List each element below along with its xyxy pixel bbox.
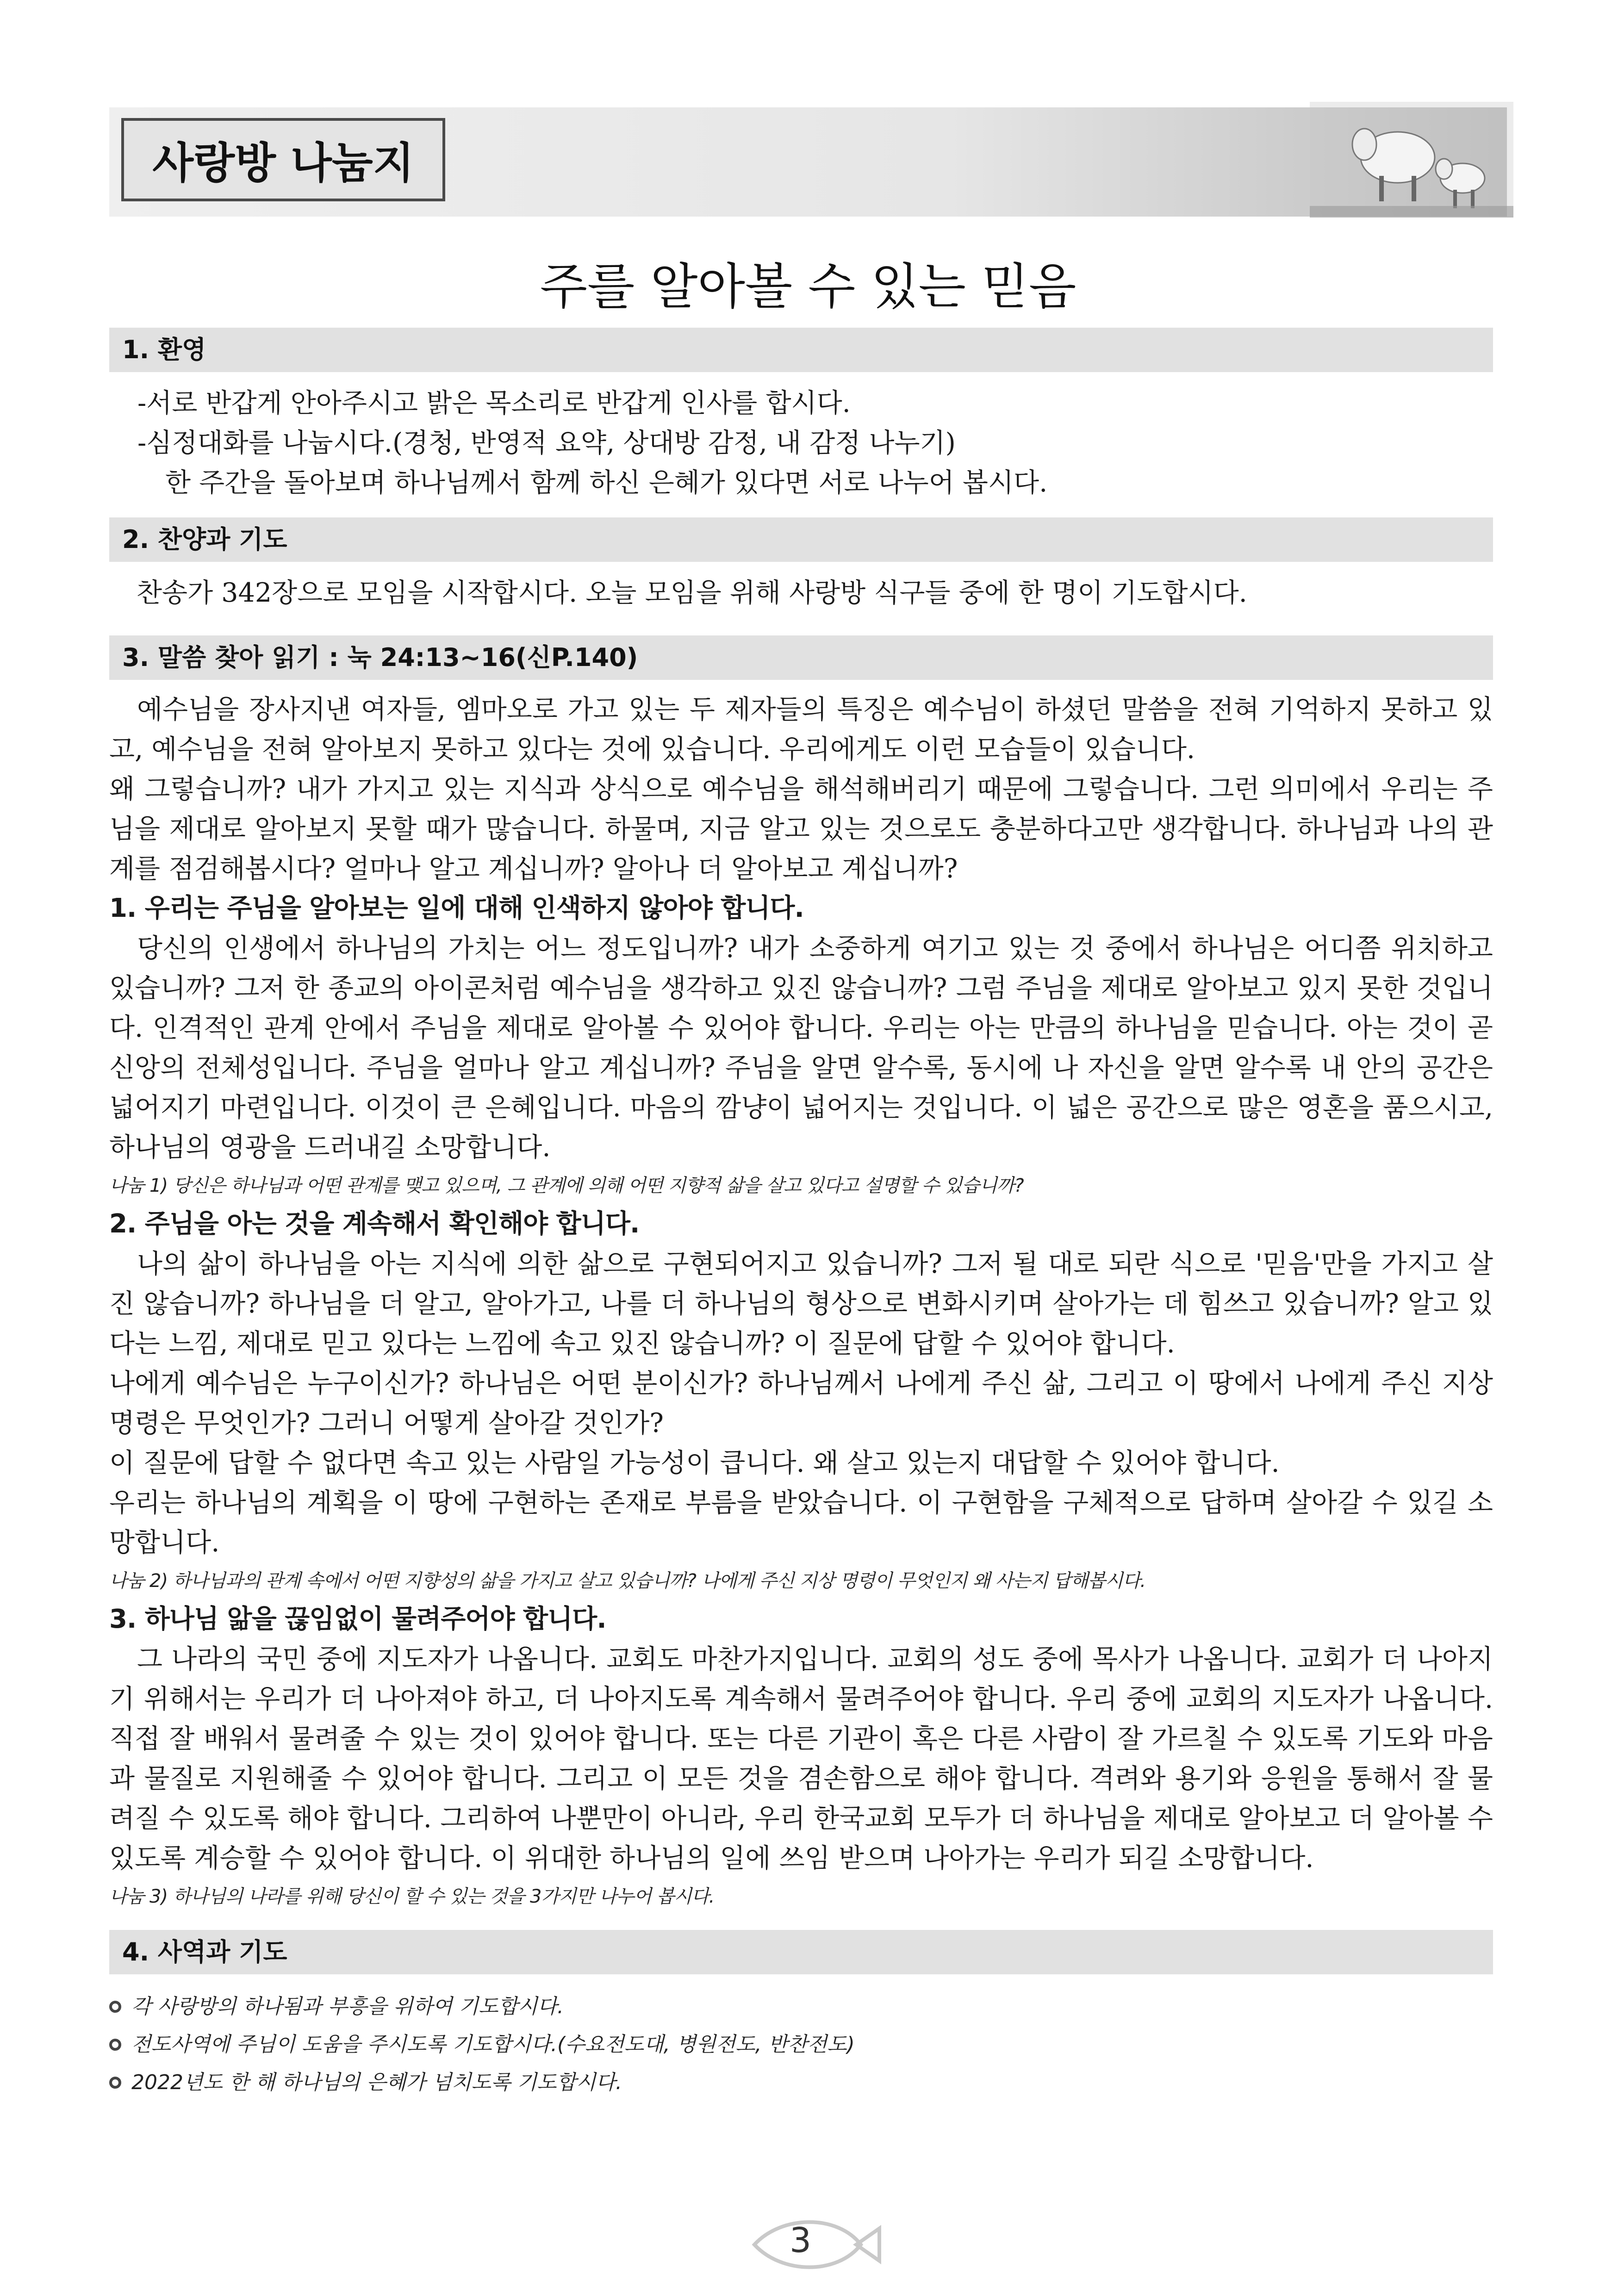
point-paragraph: 당신의 인생에서 하나님의 가치는 어느 정도입니까? 내가 소중하게 여기고 있는 것 중에서 하나님은 어디쯤 위치하고 있습니까? 그저 한 종교의 아이콘처럼 예수님을 생각하고 있진 않습니까? 그럼 주님을 제대로 알아보고 있지 못한 것입니다. 인격적인 관계 안에서 주님을 제대로 알아볼 수 있어야 합니다. 우리는 아는 만큼의 하나님을 믿습니다. 아는 것이 곧 신앙의 전체성입니다. 주님을 얼마나 알고 계십니까? 주님을 알면 알수록, 동시에 나 자신을 알면 알수록 내 안의 공간은 넓어지기 마련입니다. 이것이 큰 은혜입니다. 마음의 깜냥이 넓어지는 것입니다. 이 넓은 공간으로 많은 영혼을 품으시고, 하나님의 영광을 드러내길 소망합니다. [109, 933, 1493, 1163]
section-heading-praise: 2. 찬양과 기도 [109, 517, 1493, 562]
prayer-item [109, 2026, 1493, 2064]
bullet-icon [109, 2039, 121, 2051]
point-heading: 1. 우리는 주님을 알아보는 일에 대해 인색하지 않아야 합니다. [109, 893, 804, 923]
prayer-item-text: 각 사랑방의 하나됨과 부흥을 위하여 기도합시다. [131, 1995, 564, 2018]
welcome-text [121, 383, 1371, 503]
share-question: 나눔 1) 당신은 하나님과 어떤 관계를 맺고 있으며, 그 관계에 의해 어떤 지향적 삶을 살고 있다고 설명할 수 있습니까? [109, 1175, 1024, 1196]
section-heading-ministry: 4. 사역과 기도 [109, 1930, 1493, 1974]
praise-line: 찬송가 342장으로 모임을 시작합시다. 오늘 모임을 위해 사랑방 식구들 중에 한 명이 기도합시다. [137, 578, 1247, 608]
welcome-line: -심정대화를 나눕시다.(경청, 반영적 요약, 상대방 감정, 내 감정 나누기) [137, 428, 956, 458]
section-heading-scripture: 3. 말씀 찾아 읽기 : 눅 24:13~16(신P.140) [109, 635, 1493, 680]
bullet-icon [109, 2077, 121, 2089]
point-heading: 3. 하나님 앎을 끊임없이 물려주어야 합니다. [109, 1604, 606, 1634]
prayer-item [109, 2064, 1493, 2102]
share-question: 나눔 3) 하나님의 나라를 위해 당신이 할 수 있는 것을 3가지만 나누어 봅시다. [109, 1886, 715, 1907]
page-number-badge [745, 2217, 884, 2272]
prayer-item [109, 1988, 1493, 2026]
intro-paragraph: 예수님을 장사지낸 여자들, 엠마오로 가고 있는 두 제자들의 특징은 예수님이 하셨던 말씀을 전혀 기억하지 못하고 있고, 예수님을 전혀 알아보지 못하고 있다는 것에 있습니다. 우리에게도 이런 모습들이 있습니다. [109, 694, 1493, 765]
prayer-item-text: 2022년도 한 해 하나님의 은혜가 넘치도록 기도합시다. [131, 2071, 622, 2094]
sheep-illustration [1310, 102, 1513, 218]
prayer-list [109, 1988, 1493, 2102]
prayer-item-text: 전도사역에 주님이 도움을 주시도록 기도합시다.(수요전도대, 병원전도, 반찬전도) [131, 2033, 855, 2056]
intro-paragraph: 왜 그렇습니까? 내가 가지고 있는 지식과 상식으로 예수님을 해석해버리기 때문에 그렇습니다. 그런 의미에서 우리는 주님을 제대로 알아보지 못할 때가 많습니다. 하물며, 지금 알고 있는 것으로도 충분하다고만 생각합니다. 하나님과 나의 관계를 점검해봅시다? 얼마나 알고 계십니까? 알아나 더 알아보고 계십니까? [109, 774, 1493, 884]
scripture-body [109, 690, 1493, 1915]
praise-text [137, 573, 1520, 613]
page-number: 3 [790, 2221, 812, 2260]
fish-icon [745, 2217, 884, 2272]
bullet-icon [109, 2001, 121, 2013]
welcome-line: 한 주간을 돌아보며 하나님께서 함께 하신 은혜가 있다면 서로 나누어 봅시다. [165, 467, 1048, 498]
main-title: 주를 알아볼 수 있는 믿음 [540, 258, 1077, 315]
welcome-line: -서로 반갑게 안아주시고 밝은 목소리로 반갑게 인사를 합시다. [137, 388, 851, 418]
point-paragraph: 나에게 예수님은 누구이신가? 하나님은 어떤 분이신가? 하나님께서 나에게 주신 삶, 그리고 이 땅에서 나에게 주신 지상 명령은 무엇인가? 그러니 어떻게 살아갈 것인가? [109, 1368, 1493, 1438]
section-heading-welcome: 1. 환영 [109, 328, 1493, 372]
point-heading: 2. 주님을 아는 것을 계속해서 확인해야 합니다. [109, 1209, 640, 1239]
share-question: 나눔 2) 하나님과의 관계 속에서 어떤 지향성의 삶을 가지고 살고 있습니까? 나에게 주신 지상 명령이 무엇인지 왜 사는지 답해봅시다. [109, 1570, 1146, 1592]
point-paragraph: 우리는 하나님의 계획을 이 땅에 구현하는 존재로 부름을 받았습니다. 이 구현함을 구체적으로 답하며 살아갈 수 있길 소망합니다. [109, 1487, 1493, 1558]
point-paragraph: 그 나라의 국민 중에 지도자가 나옵니다. 교회도 마찬가지입니다. 교회의 성도 중에 목사가 나옵니다. 교회가 더 나아지기 위해서는 우리가 더 나아져야 하고, 더 나아지도록 계속해서 물려주어야 합니다. 우리 중에 교회의 지도자가 나옵니다. 직접 잘 배워서 물려줄 수 있는 것이 있어야 합니다. 또는 다른 기관이 혹은 다른 사람이 잘 가르칠 수 있도록 기도와 마음과 물질로 지원해줄 수 있어야 합니다. 그리고 이 모든 것을 겸손함으로 해야 합니다. 격려와 용기와 응원을 통해서 잘 물려질 수 있도록 해야 합니다. 그리하여 나뿐만이 아니라, 우리 한국교회 모두가 더 하나님을 제대로 알아보고 더 알아볼 수 있도록 계승할 수 있어야 합니다. 이 위대한 하나님의 일에 쓰임 받으며 나아가는 우리가 되길 소망합니다. [109, 1644, 1493, 1873]
header-title: 사랑방 나눔지 [121, 118, 445, 201]
point-paragraph: 이 질문에 답할 수 없다면 속고 있는 사람일 가능성이 큽니다. 왜 살고 있는지 대답할 수 있어야 합니다. [109, 1448, 1280, 1478]
point-paragraph: 나의 삶이 하나님을 아는 지식에 의한 삶으로 구현되어지고 있습니까? 그저 될 대로 되란 식으로 '믿음'만을 가지고 살진 않습니까? 하나님을 더 알고, 알아가고, 나를 더 하나님의 형상으로 변화시키며 살아가는 데 힘쓰고 있습니까? 알고 있다는 느낌, 제대로 믿고 있다는 느낌에 속고 있진 않습니까? 이 질문에 답할 수 있어야 합니다. [109, 1249, 1493, 1359]
